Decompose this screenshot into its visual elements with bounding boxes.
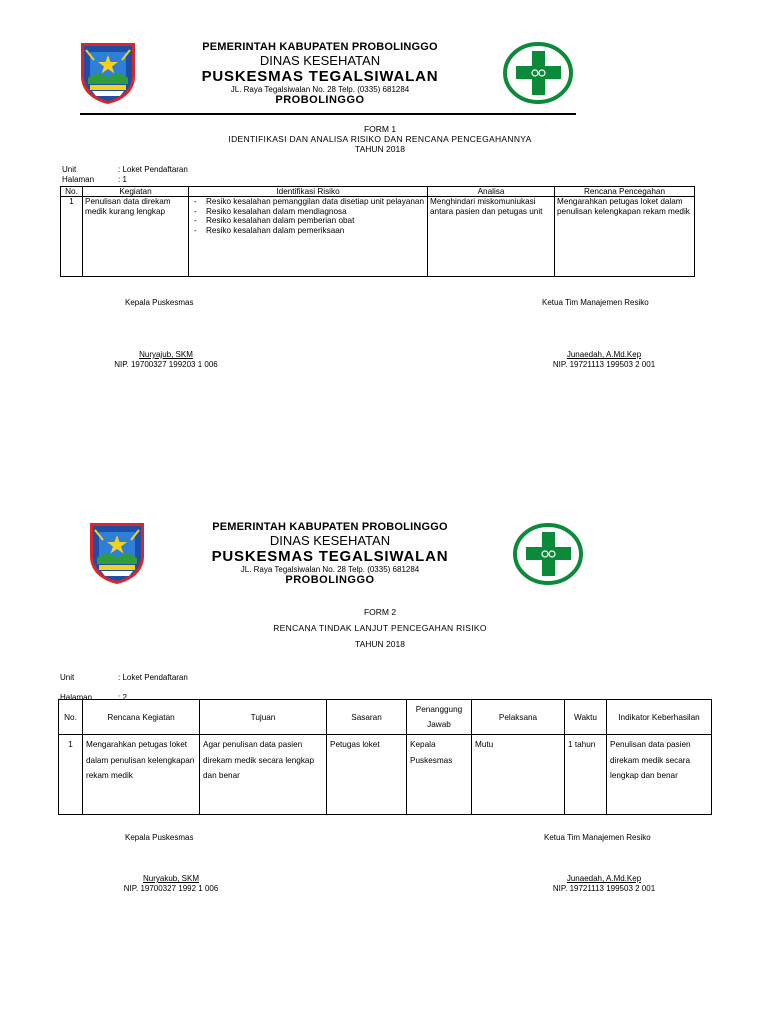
page-label: Halaman xyxy=(60,693,93,702)
form-year: TAHUN 2018 xyxy=(355,144,405,154)
cell-indikator: Penulisan data pasien direkam medik secara lengkap dan benar xyxy=(607,735,712,815)
unit-value: : Loket Pendaftaran xyxy=(118,673,188,682)
header-divider xyxy=(80,113,576,115)
col-header-penanggung-jawab: Penanggung Jawab xyxy=(407,700,472,735)
header-government-title: PEMERINTAH KABUPATEN PROBOLINGGO xyxy=(202,41,438,53)
header-government-title: PEMERINTAH KABUPATEN PROBOLINGGO xyxy=(212,521,448,533)
regency-crest-logo xyxy=(86,520,148,586)
signature-left-name: Nuryakub, SKM xyxy=(142,874,200,883)
page-value: : 2 xyxy=(118,693,127,702)
signature-right-nip: NIP. 19721113 199503 2 001 xyxy=(552,884,656,893)
follow-up-plan-table xyxy=(58,699,712,815)
header-clinic-name: PUSKESMAS TEGALSIWALAN xyxy=(201,68,439,85)
list-item: - Resiko kesalahan pemanggilan data disetiap unit pelayanan xyxy=(191,197,425,207)
cell-kegiatan: Penulisan data direkam medik kurang lengkap xyxy=(83,197,189,277)
list-item: - Resiko kesalahan dalam mendiagnosa xyxy=(191,207,425,217)
form-number: FORM 2 xyxy=(363,607,397,617)
signature-left-name: Nuryajub, SKM xyxy=(139,350,193,359)
header-city: PROBOLINGGO xyxy=(285,574,375,586)
cell-rencana: Mengarahkan petugas loket dalam penulisan kelengkapan rekam medik xyxy=(555,197,695,277)
cell-sasaran: Petugas loket xyxy=(327,735,407,815)
unit-label: Unit xyxy=(62,165,77,174)
header-department-title: DINAS KESEHATAN xyxy=(259,53,381,68)
cell-analisa: Menghindari miskomuniukasi antara pasien dan petugas unit xyxy=(428,197,555,277)
col-header-indikator-keberhasilan: Indikator Keberhasilan xyxy=(607,700,712,735)
form-title: RENCANA TINDAK LANJUT PENCEGAHAN RISIKO xyxy=(273,623,487,633)
col-header-rencana-pencegahan: Rencana Pencegahan xyxy=(555,187,695,197)
col-header-identifikasi-risiko: Identifikasi Risiko xyxy=(189,187,428,197)
cell-risiko xyxy=(189,197,428,277)
col-header-no: No. xyxy=(59,700,83,735)
col-header-analisa: Analisa xyxy=(428,187,555,197)
signature-right-role: Ketua Tim Manajemen Resiko xyxy=(542,298,649,307)
table-row xyxy=(59,735,712,815)
header-address: JL. Raya Tegalsiwalan No. 28 Telp. (0335) 681284 xyxy=(230,85,410,94)
form-year: TAHUN 2018 xyxy=(355,639,405,649)
signature-right-nip: NIP. 19721113 199503 2 001 xyxy=(552,360,656,369)
form-number: FORM 1 xyxy=(363,124,397,134)
col-header-pelaksana: Pelaksana xyxy=(472,700,565,735)
page-label: Halaman xyxy=(62,175,95,184)
cell-no: 1 xyxy=(61,197,83,277)
risk-identification-table xyxy=(60,186,695,277)
table-row xyxy=(61,197,695,277)
col-header-tujuan: Tujuan xyxy=(200,700,327,735)
puskesmas-logo xyxy=(500,39,576,107)
cell-pelaksana: Mutu xyxy=(472,735,565,815)
signature-left-nip: NIP. 19700327 199203 1 006 xyxy=(114,360,218,369)
col-header-rencana-kegiatan: Rencana Kegiatan xyxy=(83,700,200,735)
unit-label: Unit xyxy=(60,673,75,682)
cell-penanggung-jawab: Kepala Puskesmas xyxy=(407,735,472,815)
cell-tujuan: Agar penulisan data pasien direkam medik secara lengkap dan benar xyxy=(200,735,327,815)
regency-crest-logo xyxy=(78,40,138,106)
puskesmas-logo xyxy=(510,520,586,588)
form-title: IDENTIFIKASI DAN ANALISA RISIKO DAN RENCANA PENCEGAHANNYA xyxy=(228,134,532,144)
list-item: - Resiko kesalahan dalam pemberian obat xyxy=(191,216,425,226)
signature-right-name: Junaedah, A.Md.Kep xyxy=(566,874,642,883)
signature-left-nip: NIP. 19700327 1992 1 006 xyxy=(123,884,219,893)
header-clinic-name: PUSKESMAS TEGALSIWALAN xyxy=(211,548,449,565)
col-header-sasaran: Sasaran xyxy=(327,700,407,735)
signature-right-role: Ketua Tim Manajemen Resiko xyxy=(544,833,651,842)
header-city: PROBOLINGGO xyxy=(275,94,365,106)
signature-left-role: Kepala Puskesmas xyxy=(125,833,194,842)
unit-value: : Loket Pendaftaran xyxy=(118,165,188,174)
col-header-no: No. xyxy=(61,187,83,197)
header-department-title: DINAS KESEHATAN xyxy=(269,533,391,548)
cell-waktu: 1 tahun xyxy=(565,735,607,815)
list-item: - Resiko kesalahan dalam pemeriksaan xyxy=(191,226,425,236)
header-address: JL. Raya Tegalsiwalan No. 28 Telp. (0335) 681284 xyxy=(240,565,420,574)
page-value: : 1 xyxy=(118,175,127,184)
signature-right-name: Junaedah, A.Md.Kep xyxy=(566,350,642,359)
cell-no: 1 xyxy=(59,735,83,815)
signature-left-role: Kepala Puskesmas xyxy=(125,298,194,307)
cell-rencana-kegiatan: Mengarahkan petugas loket dalam penulisan kelengkapan rekam medik xyxy=(83,735,200,815)
col-header-kegiatan: Kegiatan xyxy=(83,187,189,197)
col-header-waktu: Waktu xyxy=(565,700,607,735)
